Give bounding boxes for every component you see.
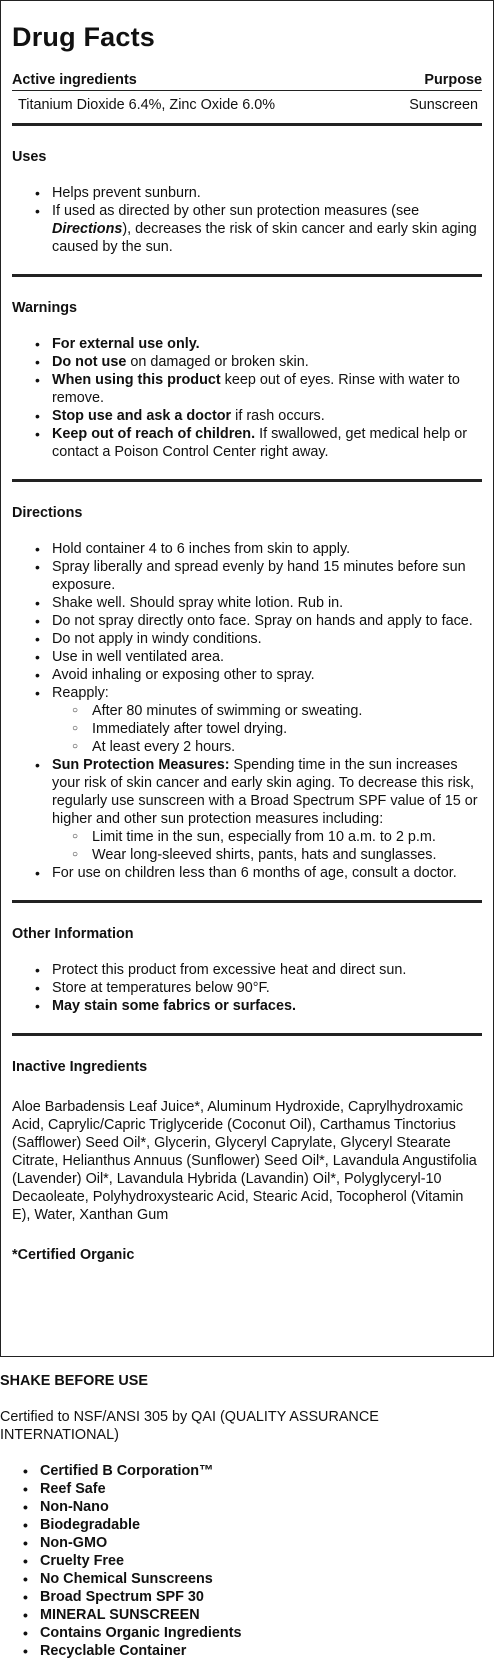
- list-item-text: Reef Safe: [40, 1481, 106, 1497]
- list-item-bold: When using this product: [52, 372, 221, 388]
- active-ingredients-value: Titanium Dioxide 6.4%, Zinc Oxide 6.0%: [18, 97, 276, 113]
- inactive-ingredients-section: [12, 1058, 482, 1264]
- active-ingredients-row: [12, 91, 482, 123]
- list-item-text: If used as directed by other sun protection measures (see: [52, 203, 420, 219]
- list-item: [52, 961, 482, 979]
- sub-list-item: [92, 738, 482, 756]
- list-item-text: Shake well. Should spray white lotion. Rub in.: [52, 595, 344, 611]
- list-item-text: Do not spray directly onto face. Spray on hands and apply to face.: [52, 613, 473, 629]
- shake-before-use: SHAKE BEFORE USE: [0, 1373, 148, 1389]
- list-item: [52, 648, 482, 666]
- list-item-text: Helps prevent sunburn.: [52, 185, 201, 201]
- section-divider: [12, 900, 482, 903]
- drug-facts-title: Drug Facts: [12, 22, 156, 52]
- list-item-bold: May stain some fabrics or surfaces.: [52, 998, 296, 1014]
- claims-list: [40, 1462, 494, 1660]
- list-item: [40, 1606, 494, 1624]
- list-item-text: Spending time in the sun increases your risk of skin cancer and early skin aging. To decrease this risk, regularly use sunscreen with a Broad Spectrum SPF value of 15 or higher and other sun protection measures including:: [52, 757, 478, 827]
- list-item-text: No Chemical Sunscreens: [40, 1571, 213, 1587]
- directions-section: [12, 504, 482, 900]
- inactive-ingredients-title: Inactive Ingredients: [12, 1059, 148, 1075]
- list-item-text: Spray liberally and spread evenly by hand 15 minutes before sun exposure.: [52, 559, 466, 593]
- list-item-text: ), decreases the risk of skin cancer and early skin aging caused by the sun.: [52, 221, 477, 255]
- list-item-text: if rash occurs.: [231, 408, 325, 424]
- list-item-text: on damaged or broken skin.: [126, 354, 309, 370]
- purpose-value: Sunscreen: [409, 97, 478, 113]
- list-item-text: Do not apply in windy conditions.: [52, 631, 262, 647]
- list-item: [52, 630, 482, 648]
- list-item: [52, 612, 482, 630]
- list-item-bold: Keep out of reach of children.: [52, 426, 256, 442]
- list-item: [40, 1462, 494, 1480]
- list-item-bold: For external use only.: [52, 336, 200, 352]
- list-item-text: Contains Organic Ingredients: [40, 1625, 242, 1641]
- warnings-title: Warnings: [12, 300, 78, 316]
- list-item-text: keep out of eyes. Rinse with water to remove.: [52, 372, 460, 406]
- list-item-text: Recyclable Container: [40, 1643, 187, 1659]
- list-item: [52, 684, 482, 756]
- list-item-text: Avoid inhaling or exposing other to spray.: [52, 667, 315, 683]
- active-ingredients-header: [12, 71, 482, 91]
- list-item-text: Hold container 4 to 6 inches from skin to apply.: [52, 541, 351, 557]
- directions-title: Directions: [12, 505, 83, 521]
- list-item: [40, 1642, 494, 1660]
- list-item-text: Cruelty Free: [40, 1553, 124, 1569]
- list-item: [52, 540, 482, 558]
- list-item: [40, 1552, 494, 1570]
- list-item: [52, 371, 482, 407]
- list-item: [52, 666, 482, 684]
- list-item-text: At least every 2 hours.: [92, 739, 236, 755]
- section-divider: [12, 274, 482, 277]
- list-item-text: Non-Nano: [40, 1499, 109, 1515]
- list-item-text: MINERAL SUNSCREEN: [40, 1607, 200, 1623]
- warnings-section: [12, 299, 482, 479]
- list-item-text: Wear long-sleeved shirts, pants, hats and sunglasses.: [92, 847, 437, 863]
- section-divider: [12, 1033, 482, 1036]
- product-claims: [0, 1357, 494, 1660]
- list-item-bold: Do not use: [52, 354, 127, 370]
- inactive-ingredients-text: Aloe Barbadensis Leaf Juice*, Aluminum Hydroxide, Caprylhydroxamic Acid, Caprylic/Capric Triglyceride (Coconut Oil), Carthamus Tinctorius (Safflower) Seed Oil*, Glycerin, Glyceryl Caprylate, Glyceryl Stearate Citrate, Helianthus Annuus (Sunflower) Seed Oil*, Lavandula Angustifolia (Lavender) Oil*, Lavandula Hybrida (Lavandin) Oil*, Polyglyceryl-10 Decaoleate, Polyhydroxystearic Acid, Stearic Acid, Tocopherol (Vitamin E), Water, Xanthan Gum: [12, 1099, 477, 1223]
- list-item: [52, 202, 482, 256]
- list-item: [40, 1570, 494, 1588]
- list-item: [52, 979, 482, 997]
- list-item: [40, 1588, 494, 1606]
- list-item-text: If swallowed, get medical help or contact a Poison Control Center right away.: [52, 426, 468, 460]
- list-item-text: Immediately after towel drying.: [92, 721, 288, 737]
- section-divider: [12, 479, 482, 482]
- list-item: [40, 1516, 494, 1534]
- list-item-text: For use on children less than 6 months of age, consult a doctor.: [52, 865, 457, 881]
- list-item: [52, 425, 482, 461]
- list-item: [52, 756, 482, 864]
- other-information-title: Other Information: [12, 926, 134, 942]
- sub-list-item: [92, 720, 482, 738]
- list-item-text: Store at temperatures below 90°F.: [52, 980, 270, 996]
- list-item: [40, 1624, 494, 1642]
- list-item-text: After 80 minutes of swimming or sweating.: [92, 703, 363, 719]
- list-item-text: Reapply:: [52, 685, 109, 701]
- list-item-text: Use in well ventilated area.: [52, 649, 224, 665]
- list-item-text: Certified B Corporation™: [40, 1463, 214, 1479]
- list-item: [52, 594, 482, 612]
- other-information-section: [12, 925, 482, 1033]
- list-item: [52, 407, 482, 425]
- list-item: [52, 864, 482, 882]
- list-item-bold: Sun Protection Measures:: [52, 757, 230, 773]
- uses-title: Uses: [12, 149, 47, 165]
- list-item-text: Protect this product from excessive heat and direct sun.: [52, 962, 407, 978]
- list-item-text: Biodegradable: [40, 1517, 140, 1533]
- certification-text: Certified to NSF/ANSI 305 by QAI (QUALITY ASSURANCE INTERNATIONAL): [0, 1409, 379, 1443]
- list-item: [52, 997, 482, 1015]
- sub-list-item: [92, 846, 482, 864]
- list-item: [40, 1498, 494, 1516]
- uses-section: [12, 148, 482, 274]
- sub-list-item: [92, 828, 482, 846]
- list-item: [40, 1480, 494, 1498]
- section-divider: [12, 123, 482, 126]
- active-ingredients-heading: Active ingredients: [12, 72, 137, 88]
- purpose-heading: Purpose: [424, 72, 482, 88]
- list-item: [52, 353, 482, 371]
- directions-reference: Directions: [52, 221, 123, 237]
- list-item: [52, 184, 482, 202]
- certified-organic-note: *Certified Organic: [12, 1247, 135, 1263]
- list-item-bold: Stop use and ask a doctor: [52, 408, 232, 424]
- list-item: [52, 558, 482, 594]
- list-item: [52, 335, 482, 353]
- list-item-text: Non-GMO: [40, 1535, 108, 1551]
- list-item-text: Limit time in the sun, especially from 10 a.m. to 2 p.m.: [92, 829, 436, 845]
- sub-list-item: [92, 702, 482, 720]
- list-item: [40, 1534, 494, 1552]
- list-item-text: Broad Spectrum SPF 30: [40, 1589, 204, 1605]
